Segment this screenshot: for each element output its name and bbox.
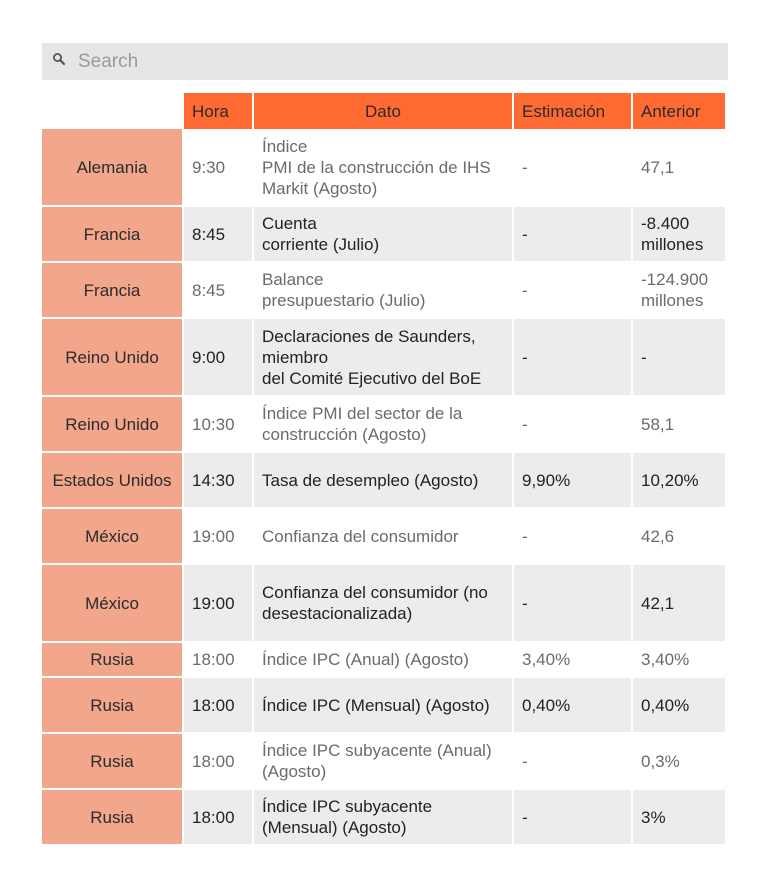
country-cell: Francia: [42, 207, 184, 263]
estimacion-cell: -: [514, 734, 633, 790]
hora-cell: 18:00: [184, 678, 254, 734]
country-cell: Reino Unido: [42, 319, 184, 397]
dato-cell: Confianza del consumidor (no desestacionalizada): [254, 565, 514, 643]
dato-cell: Índice IPC (Anual) (Agosto): [254, 643, 514, 678]
table-row: [42, 734, 727, 790]
anterior-cell: -124.900 millones: [633, 263, 727, 319]
search-bar: [42, 43, 728, 80]
dato-cell: Índice IPC subyacente (Mensual) (Agosto): [254, 790, 514, 846]
dato-cell: Índice PMI del sector de la construcción (Agosto): [254, 397, 514, 453]
dato-cell: Declaraciones de Saunders, miembro del Comité Ejecutivo del BoE: [254, 319, 514, 397]
table-header-row: [42, 93, 727, 129]
table-row: [42, 263, 727, 319]
header-anterior: Anterior: [633, 93, 727, 129]
hora-cell: 18:00: [184, 790, 254, 846]
anterior-cell: 3,40%: [633, 643, 727, 678]
hora-cell: 8:45: [184, 207, 254, 263]
anterior-cell: -: [633, 319, 727, 397]
header-blank: [42, 93, 184, 129]
table-row: [42, 643, 727, 678]
hora-cell: 19:00: [184, 565, 254, 643]
anterior-cell: -8.400 millones: [633, 207, 727, 263]
economic-calendar-table: [42, 93, 727, 846]
hora-cell: 9:00: [184, 319, 254, 397]
estimacion-cell: 9,90%: [514, 453, 633, 509]
dato-cell: Balance presupuestario (Julio): [254, 263, 514, 319]
estimacion-cell: 0,40%: [514, 678, 633, 734]
country-cell: México: [42, 565, 184, 643]
anterior-cell: 42,1: [633, 565, 727, 643]
country-cell: Alemania: [42, 129, 184, 207]
hora-cell: 18:00: [184, 643, 254, 678]
table-row: [42, 319, 727, 397]
table-row: [42, 397, 727, 453]
search-icon: [52, 52, 66, 66]
hora-cell: 19:00: [184, 509, 254, 565]
estimacion-cell: -: [514, 207, 633, 263]
header-estimacion: Estimación: [514, 93, 633, 129]
anterior-cell: 47,1: [633, 129, 727, 207]
hora-cell: 8:45: [184, 263, 254, 319]
country-cell: Rusia: [42, 643, 184, 678]
dato-cell: Cuenta corriente (Julio): [254, 207, 514, 263]
country-cell: Francia: [42, 263, 184, 319]
table-row: [42, 790, 727, 846]
estimacion-cell: -: [514, 509, 633, 565]
anterior-cell: 10,20%: [633, 453, 727, 509]
hora-cell: 18:00: [184, 734, 254, 790]
dato-cell: Índice PMI de la construcción de IHS Markit (Agosto): [254, 129, 514, 207]
anterior-cell: 0,3%: [633, 734, 727, 790]
table-row: [42, 509, 727, 565]
table-row: [42, 565, 727, 643]
dato-cell: Índice IPC subyacente (Anual) (Agosto): [254, 734, 514, 790]
hora-cell: 9:30: [184, 129, 254, 207]
search-input[interactable]: [78, 43, 718, 80]
table-row: [42, 453, 727, 509]
estimacion-cell: -: [514, 790, 633, 846]
anterior-cell: 0,40%: [633, 678, 727, 734]
dato-cell: Tasa de desempleo (Agosto): [254, 453, 514, 509]
anterior-cell: 42,6: [633, 509, 727, 565]
estimacion-cell: 3,40%: [514, 643, 633, 678]
estimacion-cell: -: [514, 319, 633, 397]
country-cell: México: [42, 509, 184, 565]
estimacion-cell: -: [514, 129, 633, 207]
hora-cell: 10:30: [184, 397, 254, 453]
estimacion-cell: -: [514, 565, 633, 643]
header-dato: Dato: [254, 93, 514, 129]
country-cell: Rusia: [42, 678, 184, 734]
country-cell: Rusia: [42, 790, 184, 846]
header-hora: Hora: [184, 93, 254, 129]
table-row: [42, 129, 727, 207]
table-row: [42, 678, 727, 734]
anterior-cell: 3%: [633, 790, 727, 846]
dato-cell: Confianza del consumidor: [254, 509, 514, 565]
country-cell: Estados Unidos: [42, 453, 184, 509]
table-row: [42, 207, 727, 263]
dato-cell: Índice IPC (Mensual) (Agosto): [254, 678, 514, 734]
estimacion-cell: -: [514, 263, 633, 319]
anterior-cell: 58,1: [633, 397, 727, 453]
hora-cell: 14:30: [184, 453, 254, 509]
country-cell: Rusia: [42, 734, 184, 790]
country-cell: Reino Unido: [42, 397, 184, 453]
estimacion-cell: -: [514, 397, 633, 453]
